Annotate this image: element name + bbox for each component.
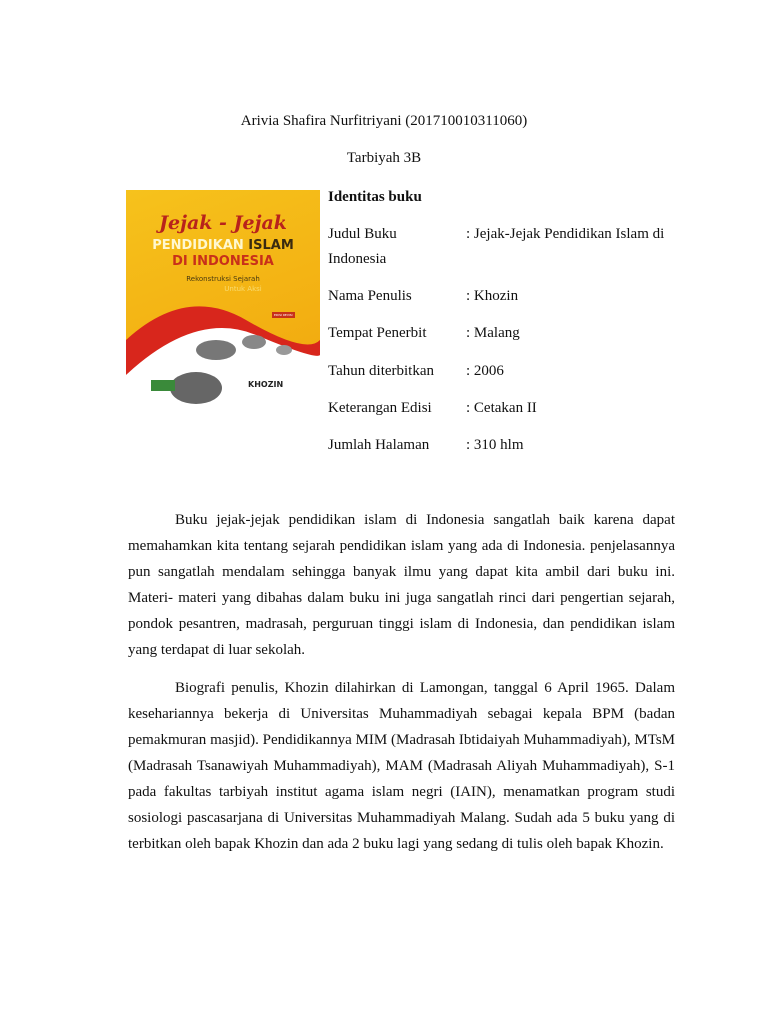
info-label: Tahun diterbitkan [328, 363, 435, 379]
cover-subtitle-2: Untuk Aksi [224, 285, 262, 293]
cover-author: KHOZIN [248, 380, 284, 389]
class-line: Tarbiyah 3B [346, 150, 422, 166]
info-value-continued: Indonesia [328, 251, 387, 267]
info-value: : Malang [466, 325, 520, 341]
paragraph-text: Biografi penulis, Khozin dilahirkan di Lamongan, tanggal 6 April 1965. Dalam kesehariannya bekerja di Universitas Muhammadiyah sebagai kepala BPM (badan pemakmuran masjid). Pendidikannya MIM (Madrasah Ibtidaiyah Muhammadiyah), MTsM (Madrasah Tsanawiyah Muhammadiyah), MAM (Madrasah Aliyah Muhammadiyah), S-1 pada fakultas tarbiyah institut agama islam negri (IAIN), menamatkan program studi sosiologi pascasarjana di Universitas Muhammadiyah Malang. Sudah ada 5 buku yang di terbitkan oleh bapak Khozin dan ada 2 buku lagi yang sedang di tulis oleh bapak Khozin. [128, 680, 675, 852]
info-value: : Khozin [466, 288, 519, 304]
info-label: Nama Penulis [328, 288, 412, 304]
info-heading: Identitas buku [328, 189, 422, 205]
cover-edition-badge: EDISI REVISI [274, 313, 293, 317]
paragraph-text: Buku jejak-jejak pendidikan islam di Indonesia sangatlah baik karena dapat memahamkan kita tentang sejarah pendidikan islam yang ada di Indonesia. penjelasannya pun sangatlah mendalam sehingga banyak ilmu yang dapat kita ambil dari buku ini. Materi- materi yang dibahas dalam buku ini juga sangatlah rinci dari pengertian sejarah, pondok pesantren, madrasah, perguruan tinggi islam di Indonesia, dan pendidikan islam yang terdapat di luar sekolah. [128, 512, 675, 658]
book-cover-image [126, 190, 320, 434]
biography-paragraph [128, 675, 675, 857]
info-value: : 310 hlm [466, 437, 524, 453]
cover-subtitle: Rekonstruksi Sejarah [186, 275, 260, 283]
cover-script-title: Jejak - Jejak [159, 212, 287, 234]
cover-title-islam: ISLAM [248, 238, 294, 253]
info-value: : 2006 [466, 363, 504, 379]
cover-title-pendidikan: PENDIDIKAN [152, 238, 244, 253]
info-value: : Jejak-Jejak Pendidikan Islam di [466, 226, 665, 242]
author-line: Arivia Shafira Nurfitriyani (201710010311060) [240, 113, 528, 129]
info-value: : Cetakan II [466, 400, 537, 416]
cover-title-indonesia: DI INDONESIA [172, 254, 274, 269]
info-label: Keterangan Edisi [328, 400, 432, 416]
info-label: Judul Buku [328, 226, 397, 242]
info-label: Jumlah Halaman [328, 437, 430, 453]
review-paragraph [128, 507, 675, 663]
info-label: Tempat Penerbit [328, 325, 427, 341]
